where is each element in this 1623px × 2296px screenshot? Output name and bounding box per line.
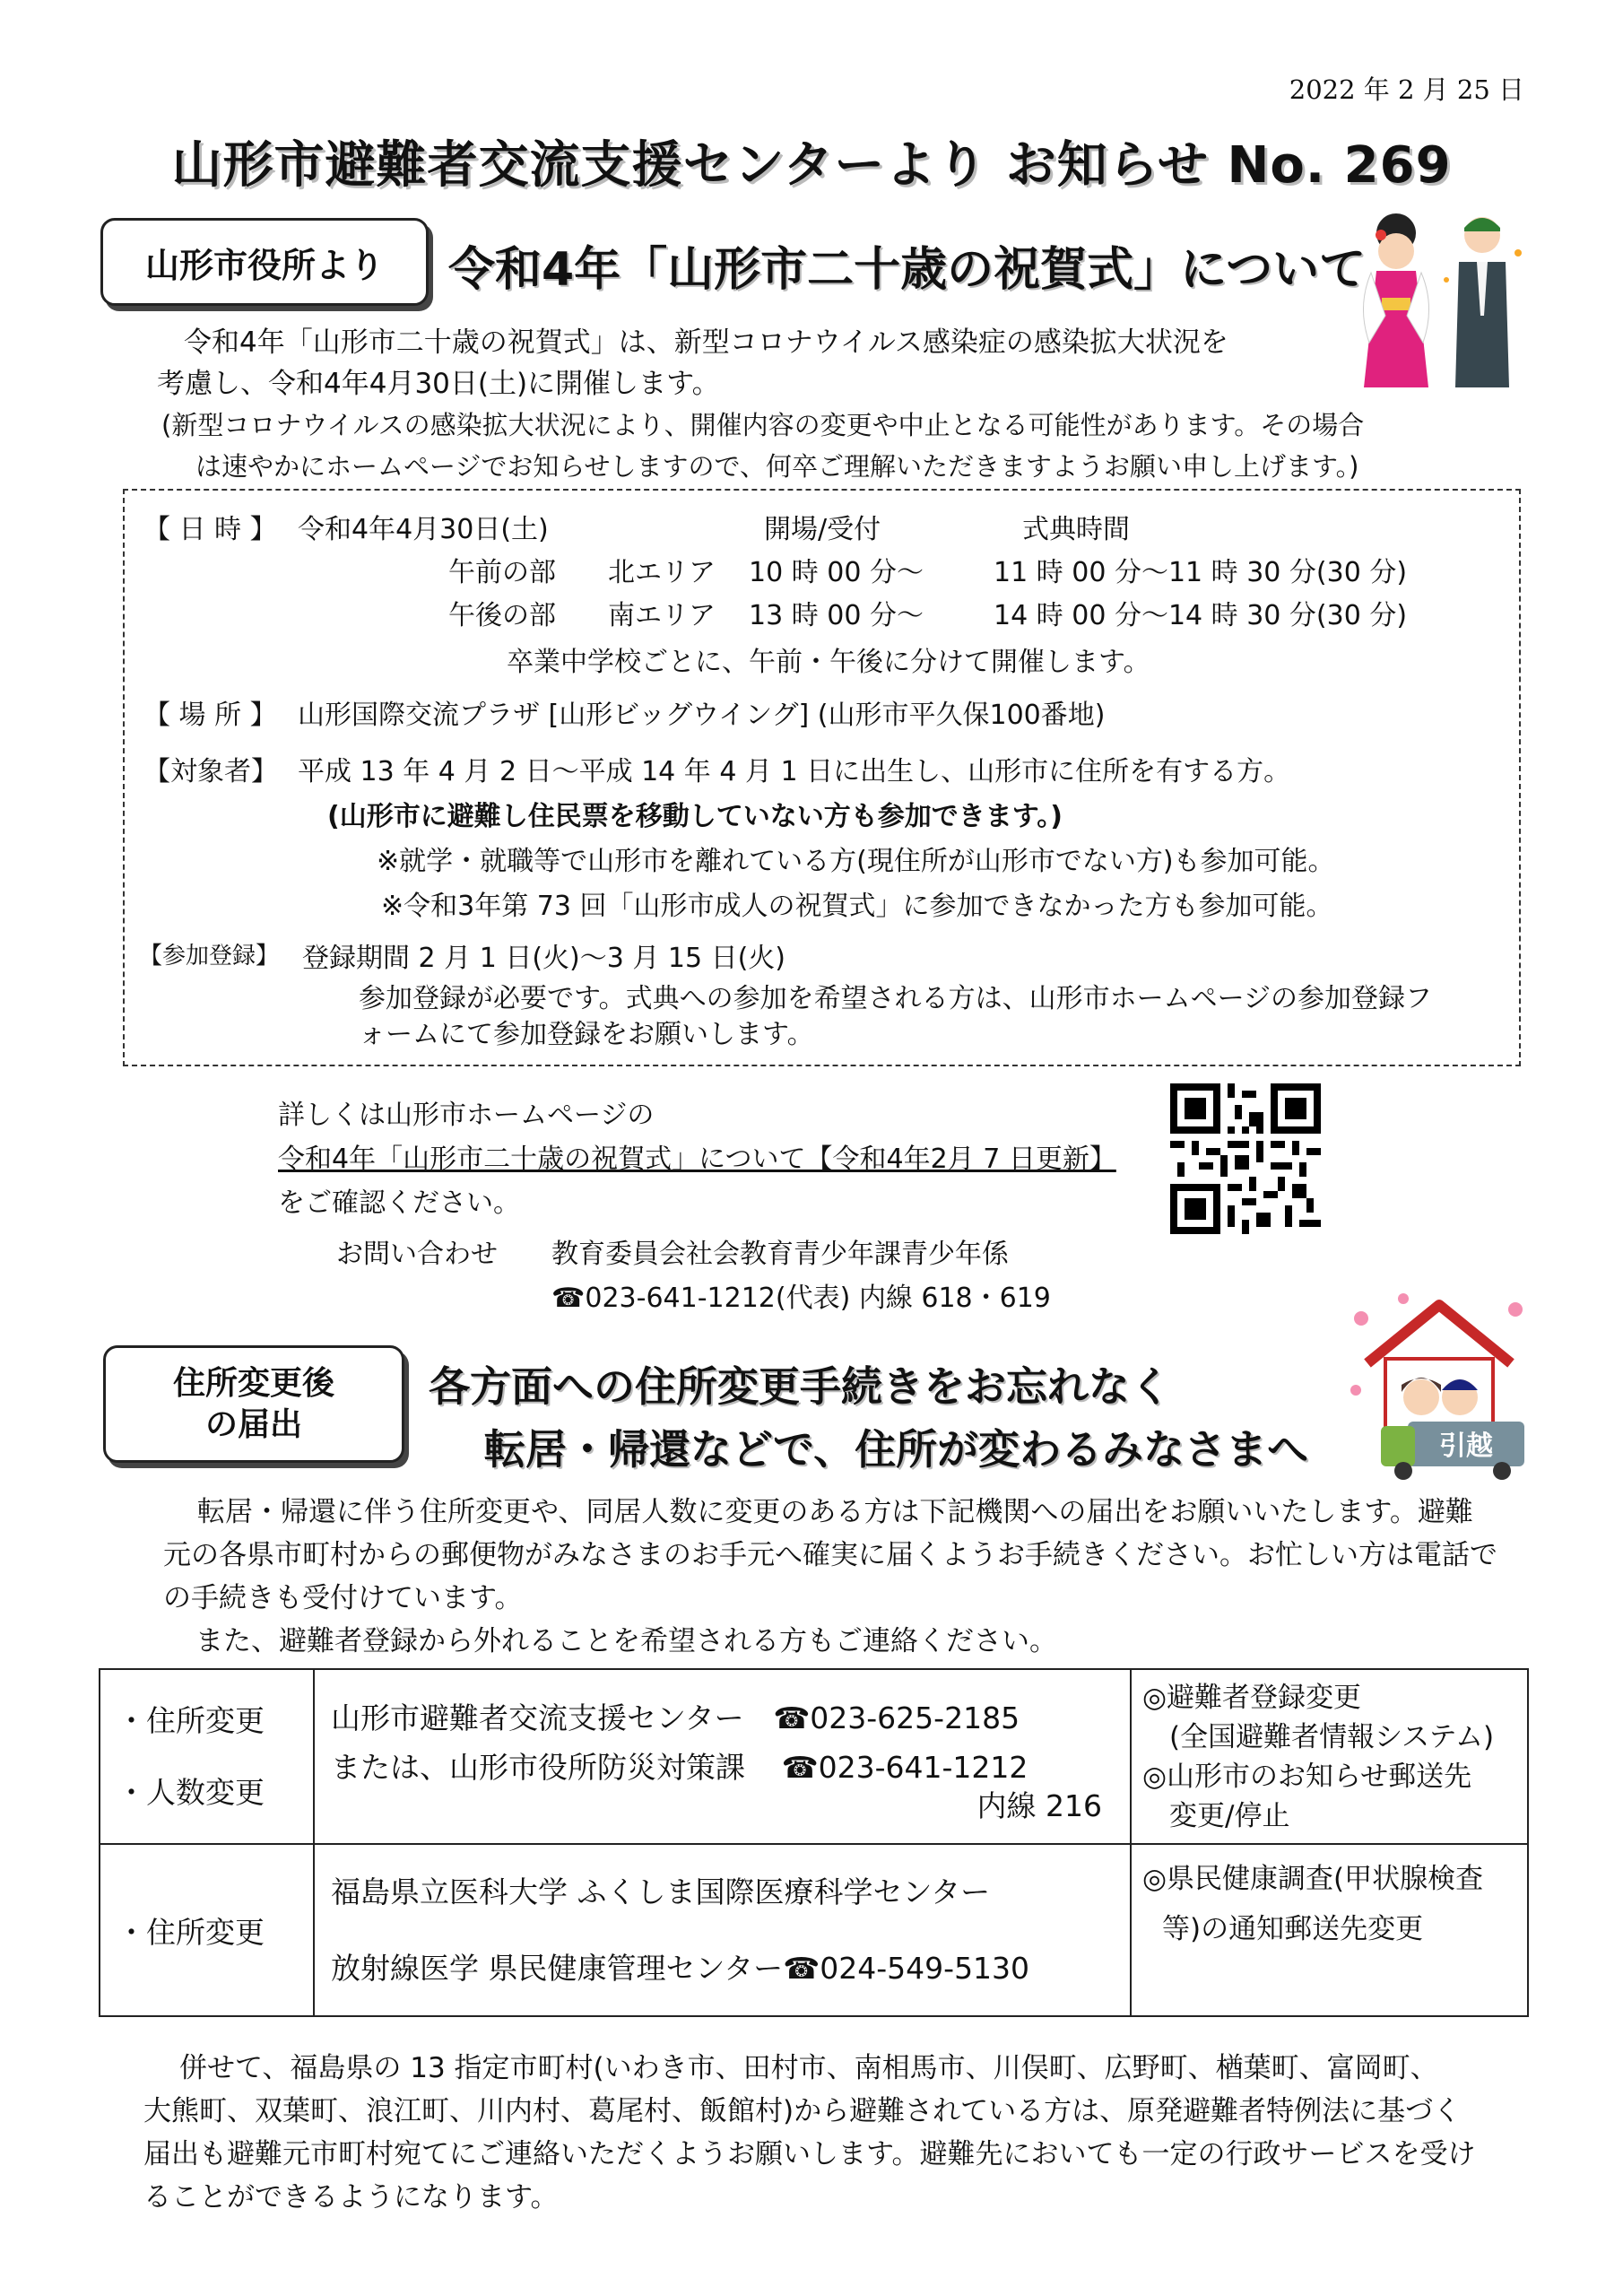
row2-org-2: 放射線医学 県民健康管理センター [331,1951,784,1986]
qr-code[interactable] [1170,1083,1321,1234]
row2-purpose-1: ◎県民健康調査(甲状腺検査 [1142,1863,1484,1895]
pm-ceremony-time: 14 時 00 分〜14 時 30 分(30 分) [994,600,1408,631]
section2-badge [103,1345,404,1463]
house-shape [1367,1305,1511,1439]
table-row [100,1669,1528,1844]
registration-label: 【参加登録】 [139,943,280,970]
row2-contacts [314,1844,1131,2016]
date-label: 【 日 時 】 [143,514,277,545]
row1-purpose-3: ◎山形市のお知らせ郵送先 [1142,1760,1472,1793]
row2-org-1: 福島県立医科大学 ふくしま国際医療科学センター [331,1874,991,1909]
section2-paragraph-2: 元の各県市町村からの郵便物がみなさまのお手元へ確実に届くようお手続きください。お忙しい方は電話で [163,1539,1497,1571]
note-line-1: (新型コロナウイルスの感染拡大状況により、開催内容の変更や中止となる可能性があります。その場合 [161,410,1365,440]
footer-line-4: ることができるようになります。 [143,2181,559,2213]
target-label: 【対象者】 [143,756,278,787]
section2-paragraph-3: の手続きも受付けています。 [163,1582,523,1614]
row2-change-type: ・住所変更 [100,1844,314,2016]
intro-line-1: 令和4年「山形市二十歳の祝賀式」は、新型コロナウイルス感染症の感染拡大状況を [184,326,1228,359]
row1-extension: 内線 216 [976,1787,1102,1823]
target-note-2: ※令和3年第 73 回「山形市成人の祝賀式」に参加できなかった方も参加可能。 [381,891,1333,922]
row1-change-type-1: ・住所変更 [117,1702,265,1738]
section2-badge-line-1: 住所変更後 [172,1364,334,1402]
more-info-line-1: 詳しくは山形市ホームページの [278,1100,655,1131]
row1-phone-2: ☎023-641-1212 [781,1749,1028,1785]
pm-area: 南エリア [608,600,716,631]
woman-kimono-figure [1363,213,1428,387]
row1-purposes [1131,1669,1528,1844]
row1-purpose-1: ◎避難者登録変更 [1142,1681,1362,1714]
school-note: 卒業中学校ごとに、午前・午後に分けて開催します。 [507,647,1150,678]
row2-purposes [1131,1844,1528,2016]
more-info-line-3: をご確認ください。 [278,1187,520,1219]
section2-paragraph-1: 転居・帰還に伴う住所変更や、同居人数に変更のある方は下記機関への届出をお願いいたします。避難 [197,1496,1473,1528]
am-ceremony-time: 11 時 00 分〜11 時 30 分(30 分) [994,557,1408,588]
homepage-link[interactable]: 令和4年「山形市二十歳の祝賀式」について【令和4年2月 7 日更新】 [278,1144,1116,1175]
footer-line-2: 大熊町、双葉町、浪江町、川内村、葛尾村、飯館村)から避難されている方は、原発避難者特例法に基づく [143,2095,1462,2127]
am-open-time: 10 時 00 分〜 [749,557,924,588]
target-bold-note: (山形市に避難し住民票を移動していない方も参加できます。) [327,801,1063,832]
footer-line-3: 届出も避難元市町村宛てにご連絡いただくようお願いします。避難先においても一定の行政サービスを受け [143,2138,1476,2170]
footer-line-1: 併せて、福島県の 13 指定市町村(いわき市、田村市、南相馬市、川俣町、広野町、楢葉町、富岡町、 [179,2052,1438,2084]
section1-badge-text: 山形市役所より [144,245,384,285]
man-suit-figure [1444,217,1522,387]
ceremony-couple-illustration [1350,208,1529,392]
place-value: 山形国際交流プラザ [山形ビッグウイング] (山形市平久保100番地) [298,700,1106,731]
row1-contacts [314,1669,1131,1844]
row1-org-2: または、山形市役所防災対策課 [331,1749,745,1785]
contact-phone: ☎023-641-1212(代表) 内線 618・619 [551,1283,1051,1314]
section1-headline: 令和4年「山形市二十歳の祝賀式」について [448,243,1367,297]
table-row [100,1844,1528,2016]
registration-note-2: ォームにて参加登録をお願いします。 [359,1019,814,1050]
pm-open-time: 13 時 00 分〜 [749,600,924,631]
row2-purpose-2: 等)の通知郵送先変更 [1162,1913,1424,1945]
page-title: 山形市避難者交流支援センターより お知らせ No. 269 [171,136,1452,195]
section2-badge-line-2: の届出 [204,1405,302,1443]
truck-label: 引越 [1439,1431,1493,1462]
row1-purpose-2: (全国避難者情報システム) [1169,1720,1495,1753]
place-label: 【 場 所 】 [143,700,277,731]
registration-period: 登録期間 2 月 1 日(火)〜3 月 15 日(火) [302,943,786,974]
section1-badge [100,218,429,306]
moving-truck [1381,1422,1524,1480]
section2-headline-2: 転居・帰還などで、住所が変わるみなさまへ [484,1425,1309,1474]
am-area: 北エリア [608,557,716,588]
intro-line-2: 考慮し、令和4年4月30日(土)に開催します。 [157,368,720,400]
section2-headline-1: 各方面への住所変更手続きをお忘れなく [429,1362,1171,1411]
issue-date: 2022 年 2 月 25 日 [1289,74,1524,105]
row1-purpose-4: 変更/停止 [1169,1799,1290,1832]
contact-table [99,1668,1529,2017]
row1-org-1: 山形市避難者交流支援センター [331,1700,744,1735]
date-value: 令和4年4月30日(土) [298,514,549,545]
moving-house-illustration [1345,1292,1533,1484]
target-value: 平成 13 年 4 月 2 日〜平成 14 年 4 月 1 日に出生し、山形市に住所を有する方。 [298,756,1291,787]
row2-phone: ☎024-549-5130 [783,1951,1030,1986]
registration-note-1: 参加登録が必要です。式典への参加を希望される方は、山形市ホームページの参加登録フ [359,983,1432,1014]
contact-label: お問い合わせ [336,1239,498,1270]
pm-session-label: 午後の部 [448,600,556,631]
section2-paragraph-4: また、避難者登録から外れることを希望される方もご連絡ください。 [195,1625,1057,1657]
am-session-label: 午前の部 [448,557,556,588]
open-column-header: 開場/受付 [764,514,881,545]
note-line-2: は速やかにホームページでお知らせしますので、何卒ご理解いただきますようお願い申し上げます。) [195,451,1359,482]
row1-change-type-2: ・人数変更 [117,1774,265,1810]
contact-department: 教育委員会社会教育青少年課青少年係 [551,1239,1009,1270]
target-note-1: ※就学・就職等で山形市を離れている方(現住所が山形市でない方)も参加可能。 [377,846,1335,877]
row1-phone-1: ☎023-625-2185 [773,1700,1020,1735]
row1-change-types [100,1669,314,1844]
ceremony-column-header: 式典時間 [1022,514,1130,545]
